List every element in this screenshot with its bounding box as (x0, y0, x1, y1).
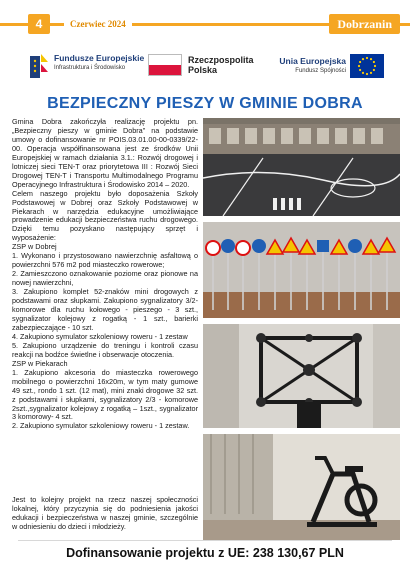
footer-rule (18, 540, 392, 541)
list-item: 1. Wykonano i przystosowano nawierzchnię asfaltową o powierzchni 576 m2 pod miasteczko rowerowe; (12, 251, 198, 270)
paragraph-goal: Celem naszego projektu było doposażenia Szkoły Podstawowej w Dobrej oraz Szkoły Podstawowej w Piekarach w narzędzia edukacyjne umożliwiające prowadzenie edukacji bezpieczeństwa ruchu drogowego. Dzięki temu pozyskano następujący sprzęt i wyposażenie: (12, 188, 198, 243)
eu-flag-icon (350, 54, 384, 78)
list-item: 1. Zakupiono akcesoria do miasteczka rowerowego mobilnego o powierzchni 16x20m, w tym maty gumowe 49 szt., rondo 1 szt. (12 mat), mini znaki drogowe 32 szt. z podstawami i słupkami, sygnalizatory 2/3 - komorowe 2szt.,sygnalizator kolejowy z rogatką – 1szt., sygnalizator 3 komorowy- 4 szt. (12, 367, 198, 422)
fundusze-europejskie-icon (28, 52, 50, 80)
polish-flag-icon (148, 54, 182, 76)
article-title: BEZPIECZNY PIESZY W GMINIE DOBRA (47, 95, 363, 112)
list-item: 5. Zakupiono urządzenie do treningu i kontroli czasu reakcji na bodźce świetlne i obserwacje otoczenia. (12, 340, 198, 359)
rp-name: Rzeczpospolita Polska (188, 55, 254, 75)
fe-name: Fundusze Europejskie (54, 53, 145, 63)
funding-logos (0, 48, 410, 88)
closing-paragraph: Jest to kolejny projekt na rzecz naszej społeczności lokalnej, który przyczynia się do podniesienia jakości edukacji i bezpieczeństwa w naszej gminie, szczególnie w odniesieniu do dzieci i młodzieży. (12, 495, 198, 531)
list-item: 2. Zakupiono symulator szkoleniowy roweru - 1 zestaw. (12, 421, 190, 431)
section-heading-dobra: ZSP w Dobrej (12, 242, 57, 252)
photo-reaction-trainer (203, 324, 400, 428)
photo-bike-town (203, 118, 400, 216)
article-body (12, 118, 198, 431)
list-item: 4. Zakupiono symulator szkoleniowy roweru - 1 zestaw (12, 331, 188, 341)
page-number: 4 (28, 14, 50, 34)
ue-logo-text (268, 56, 346, 76)
photo-road-signs (203, 222, 400, 318)
ue-name: Unia Europejska (279, 56, 346, 66)
list-item: 2. Zamieszczono oznakowanie poziome oraz pionowe na nowej nawierzchni, (12, 269, 198, 288)
issue-date: Czerwiec 2024 (64, 16, 132, 32)
photo-bike-simulator (203, 434, 400, 540)
section-heading-piekary: ZSP w Piekarach (12, 358, 68, 368)
header-bar (0, 14, 410, 34)
paragraph-intro: Gmina Dobra zakończyła realizację projektu pn. „Bezpieczny pieszy w gminie Dobra” na podstawie umowy o dofinansowanie nr POIS.03.01.00-00-0339/22-00. Operacja współfinansowana jest ze środków Unii Europejskiej w ramach działania 3.1.: Rozwój drogowej i lotniczej sieci TEN-T oraz priorytetowa III : Rozwój Sieci Drogowej TEN-T i Transportu Multimodalnego Programu Operacyjnego Infrastruktura i Środowisko 2014 – 2020. (12, 117, 198, 189)
list-item: 3. Zakupiono komplet 52-znaków mini drogowych z podstawami oraz słupkami. Zakupiono sygnalizatory 3/2-komorowe dla ruchu kołowego - pieszego - 3 szt., sygnalizator kolejowy z rogatką - 1 szt., barierki zabezpieczające - 10 szt. (12, 287, 198, 332)
fe-program: Infrastruktura i Środowisko (54, 65, 126, 71)
funding-amount: Dofinansowanie projektu z UE: 238 130,67 PLN (66, 546, 344, 560)
publication-name: Dobrzanin (329, 14, 400, 34)
ue-fund: Fundusz Spójności (295, 68, 346, 74)
